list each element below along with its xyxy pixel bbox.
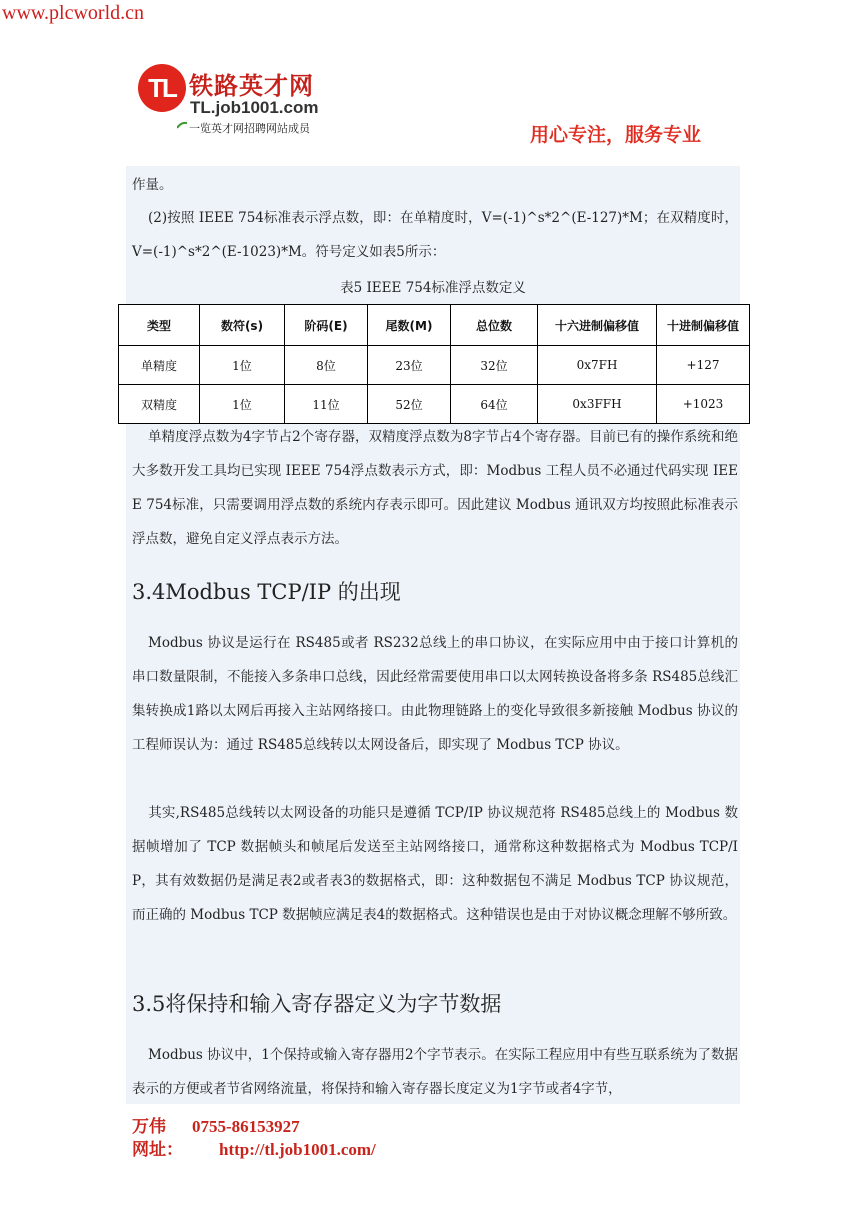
logo-domain: TL.job1001.com <box>190 98 319 117</box>
table-caption: 表5 IEEE 754标准浮点数定义 <box>340 280 526 296</box>
table-header-cell: 类型 <box>119 305 200 346</box>
paragraph-register-bytes-text: Modbus 协议中，1个保持或输入寄存器用2个字节表示。在实际工程应用中有些互联系统为了数据表示的方便或者节省网络流量，将保持和输入寄存器长度定义为1字节或者4字节， <box>132 1047 738 1097</box>
logo-slogan-text: 一览英才网招聘网站成员 <box>189 122 310 135</box>
paragraph-float-registers-text: 单精度浮点数为4字节占2个寄存器，双精度浮点数为8字节占4个寄存器。目前已有的操作系统和绝大多数开发工具均已实现 IEEE 754浮点数表示方式，即：Modbus 工程人员不必通过代码实现 IEEE 754标准，只需要调用浮点数的系统内存表示即可。因此建议 Modbus 通讯双方均按照此标准表示浮点数，避免自定义浮点表示方法。 <box>132 429 738 547</box>
footer-url-link[interactable]: http://tl.job1001.com/ <box>219 1140 376 1159</box>
table-cell: 11位 <box>285 385 368 424</box>
table-row <box>119 346 750 385</box>
table-cell: 0x3FFH <box>538 385 657 424</box>
brand-logo <box>135 60 335 140</box>
table-cell: 1位 <box>200 385 285 424</box>
footer-url-label: 网址： <box>132 1140 183 1159</box>
table-cell: +1023 <box>657 385 750 424</box>
table-cell: 32位 <box>451 346 538 385</box>
table-cell: 0x7FH <box>538 346 657 385</box>
paragraph-register-bytes <box>132 1038 738 1106</box>
table-cell: 52位 <box>368 385 451 424</box>
footer-contact <box>132 1112 300 1137</box>
table-header-cell: 十进制偏移值 <box>657 305 750 346</box>
paragraph-ieee754 <box>132 201 738 269</box>
paragraph-tcp-frame-text: 其实,RS485总线转以太网设备的功能只是遵循 TCP/IP 协议规范将 RS485总线上的 Modbus 数据帧增加了 TCP 数据帧头和帧尾后发送至主站网络接口，通常称这种数据格式为 Modbus TCP/IP，其有效数据仍是满足表2或者表3的数据格式，即：这种数据包不满足 Modbus TCP 协议规范，而正确的 Modbus TCP 数据帧应满足表4的数据格式。这种错误也是由于对协议概念理解不够所致。 <box>132 805 738 923</box>
table-header-row <box>119 305 750 346</box>
table-cell: 双精度 <box>119 385 200 424</box>
swoosh-icon <box>177 122 187 130</box>
table-cell: +127 <box>657 346 750 385</box>
table-header-cell: 阶码(E) <box>285 305 368 346</box>
table-header-cell: 十六进制偏移值 <box>538 305 657 346</box>
table-row <box>119 385 750 424</box>
footer-phone: 0755-86153927 <box>192 1117 300 1136</box>
table-header-cell: 数符(s) <box>200 305 285 346</box>
paragraph-modbus-rs485 <box>132 626 738 762</box>
footer-contact-name: 万伟 <box>132 1117 166 1136</box>
paragraph-ieee754-text: (2)按照 IEEE 754标准表示浮点数，即：在单精度时，V=(-1)^s*2^(E-127)*M；在双精度时，V=(-1)^s*2^(E-1023)*M。符号定义如表5所示： <box>132 210 738 260</box>
paragraph-float-registers <box>132 420 738 556</box>
table-header-cell: 总位数 <box>451 305 538 346</box>
section-heading-3-4: 3.4Modbus TCP/IP 的出现 <box>132 580 401 604</box>
table-cell: 23位 <box>368 346 451 385</box>
section-heading-3-5: 3.5将保持和输入寄存器定义为字节数据 <box>132 992 502 1016</box>
logo-slogan <box>189 120 310 136</box>
logo-name: 铁路英才网 <box>189 72 314 100</box>
header-tagline: 用心专注，服务专业 <box>530 124 702 146</box>
footer-website <box>132 1135 376 1160</box>
paragraph-tail: 作量。 <box>132 177 173 193</box>
table-header-cell: 尾数(M) <box>368 305 451 346</box>
table-cell: 64位 <box>451 385 538 424</box>
site-url-link[interactable]: www.plcworld.cn <box>2 2 145 24</box>
table-cell: 8位 <box>285 346 368 385</box>
table-cell: 单精度 <box>119 346 200 385</box>
ieee754-table <box>118 304 750 424</box>
logo-mark: TL <box>138 64 186 112</box>
paragraph-tcp-frame <box>132 796 738 932</box>
table-cell: 1位 <box>200 346 285 385</box>
paragraph-modbus-rs485-text: Modbus 协议是运行在 RS485或者 RS232总线上的串口协议，在实际应用中由于接口计算机的串口数量限制，不能接入多条串口总线，因此经常需要使用串口以太网转换设备将多条 RS485总线汇集转换成1路以太网后再接入主站网络接口。由此物理链路上的变化导致很多新接触 Modbus 协议的工程师误认为：通过 RS485总线转以太网设备后，即实现了 Modbus TCP 协议。 <box>132 635 738 753</box>
